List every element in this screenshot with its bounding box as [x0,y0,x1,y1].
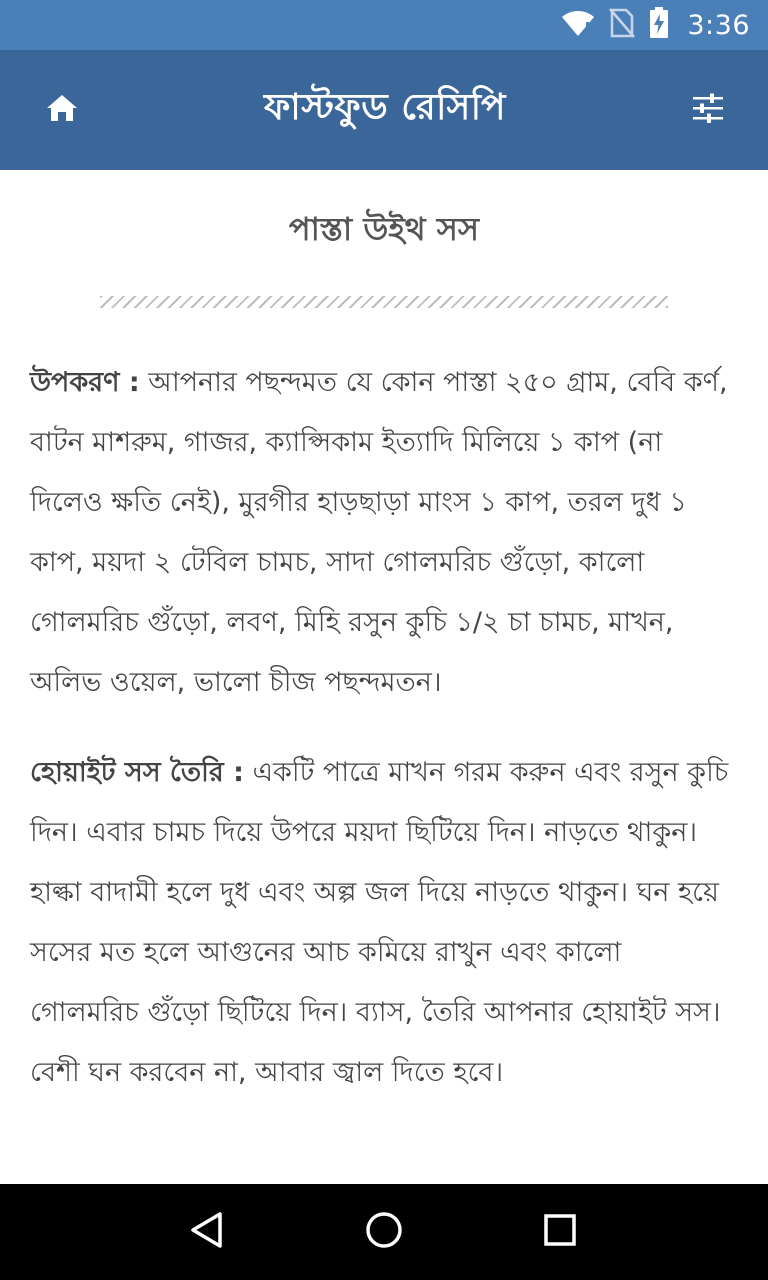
recipe-content[interactable] [0,170,768,1184]
battery-charging-icon [649,7,669,43]
white-sauce-heading: হোয়াইট সস তৈরি : [30,757,244,788]
home-circle-icon [364,1210,404,1254]
ingredients-section [30,353,738,713]
home-button[interactable] [42,90,82,130]
back-button[interactable] [180,1204,236,1260]
wifi-icon [561,9,595,41]
status-bar [0,0,768,50]
app-bar [0,50,768,170]
white-sauce-section [30,743,738,1103]
ingredients-heading: উপকরণ : [30,367,140,398]
no-sim-icon [609,8,635,42]
title-divider [100,296,668,308]
ingredients-text: আপনার পছন্দমত যে কোন পাস্তা ২৫০ গ্রাম, বেবি কর্ণ, বাটন মাশরুম, গাজর, ক্যাপ্সিকাম ইত্যাদি মিলিয়ে ১ কাপ (না দিলেও ক্ষতি নেই), মুরগীর হাড়ছাড়া মাংস ১ কাপ, তরল দুধ ১ কাপ, ময়দা ২ টেবিল চামচ, সাদা গোলমরিচ গুঁড়ো, কালো গোলমরিচ গুঁড়ো, লবণ, মিহি রসুন কুচি ১/২ চা চামচ, মাখন, অলিভ ওয়েল, ভালো চীজ পছন্দমতন। [30,367,728,698]
white-sauce-text: একটি পাত্রে মাখন গরম করুন এবং রসুন কুচি দিন। এবার চামচ দিয়ে উপরে ময়দা ছিটিয়ে দিন। নাড়তে থাকুন। হাল্কা বাদামী হলে দুধ এবং অল্প জল দিয়ে নাড়তে থাকুন। ঘন হয়ে সসের মত হলে আগুনের আচ কমিয়ে রাখুন এবং কালো গোলমরিচ গুঁড়ো ছিটিয়ে দিন। ব্যাস, তৈরি আপনার হোয়াইট সস। বেশী ঘন করবেন না, আবার জ্বাল দিতে হবে। [30,757,729,1088]
home-icon [45,93,79,127]
navigation-bar [0,1184,768,1280]
status-time: 3:36 [687,9,750,41]
settings-sliders-icon [692,93,724,127]
home-nav-button[interactable] [356,1204,412,1260]
recents-button[interactable] [532,1204,588,1260]
back-triangle-icon [188,1210,228,1254]
recents-square-icon [540,1210,580,1254]
recipe-title: পাস্তা উইথ সস [288,210,480,248]
settings-button[interactable] [688,90,728,130]
app-title: ফাস্টফুড রেসিপি [264,87,506,128]
status-icons [561,7,750,43]
